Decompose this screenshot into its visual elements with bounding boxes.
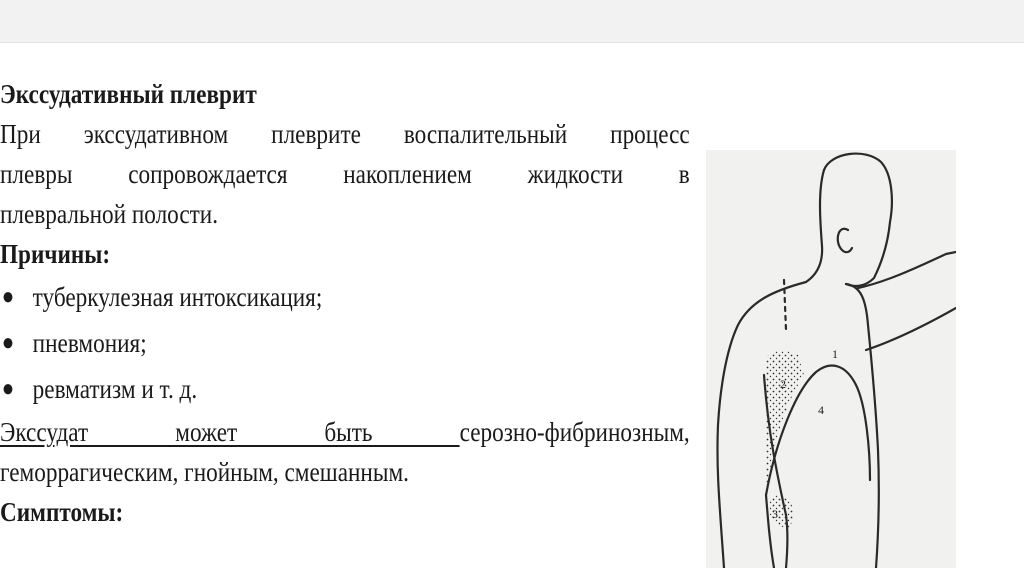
slide-heading: Экссудативный плеврит <box>0 79 257 109</box>
back-figure-drawing <box>706 150 956 568</box>
exudate-line-2: геморрагическим, гнойным, смешанным. <box>0 457 409 487</box>
intro-line-2: плевры сопровождается накоплением жидкости в <box>0 159 690 189</box>
symptoms-title: Симптомы: <box>0 497 124 527</box>
left-back-outline <box>717 282 806 568</box>
bullet-icon: ● <box>1 330 15 356</box>
cause-text: ревматизм и т. д. <box>32 374 198 404</box>
bullet-icon: ● <box>1 376 15 402</box>
figure-label-1: 1 <box>832 347 838 361</box>
list-item <box>0 274 690 320</box>
top-bar <box>0 0 1024 43</box>
intro-line-3: плевральной полости. <box>0 199 219 229</box>
list-item <box>0 366 690 412</box>
head-outline <box>824 154 892 286</box>
exudate-line-1 <box>0 412 690 452</box>
exudate-types: серозно-фибринозным, <box>459 417 690 447</box>
figure-label-4: 4 <box>818 403 824 417</box>
cause-text: пневмония; <box>32 328 147 358</box>
pleurisy-illustration <box>706 150 956 568</box>
figure-label-2: 2 <box>780 377 786 391</box>
arm-lower <box>866 308 956 350</box>
ear-outline <box>838 229 852 252</box>
exudate-text: Экссудат может быть <box>0 417 460 447</box>
list-item <box>0 320 690 366</box>
intro-line-1: При экссудативном плеврите воспалительный процесс <box>0 119 690 149</box>
slide-text <box>0 74 690 532</box>
causes-title: Причины: <box>0 239 111 269</box>
arm-upper <box>858 252 956 288</box>
neck-outline <box>806 170 824 282</box>
bullet-icon: ● <box>1 284 15 310</box>
cause-text: туберкулезная интоксикация; <box>32 282 323 312</box>
figure-label-3: 3 <box>772 507 778 521</box>
causes-list <box>0 274 690 412</box>
shoulder-outline <box>846 284 879 568</box>
